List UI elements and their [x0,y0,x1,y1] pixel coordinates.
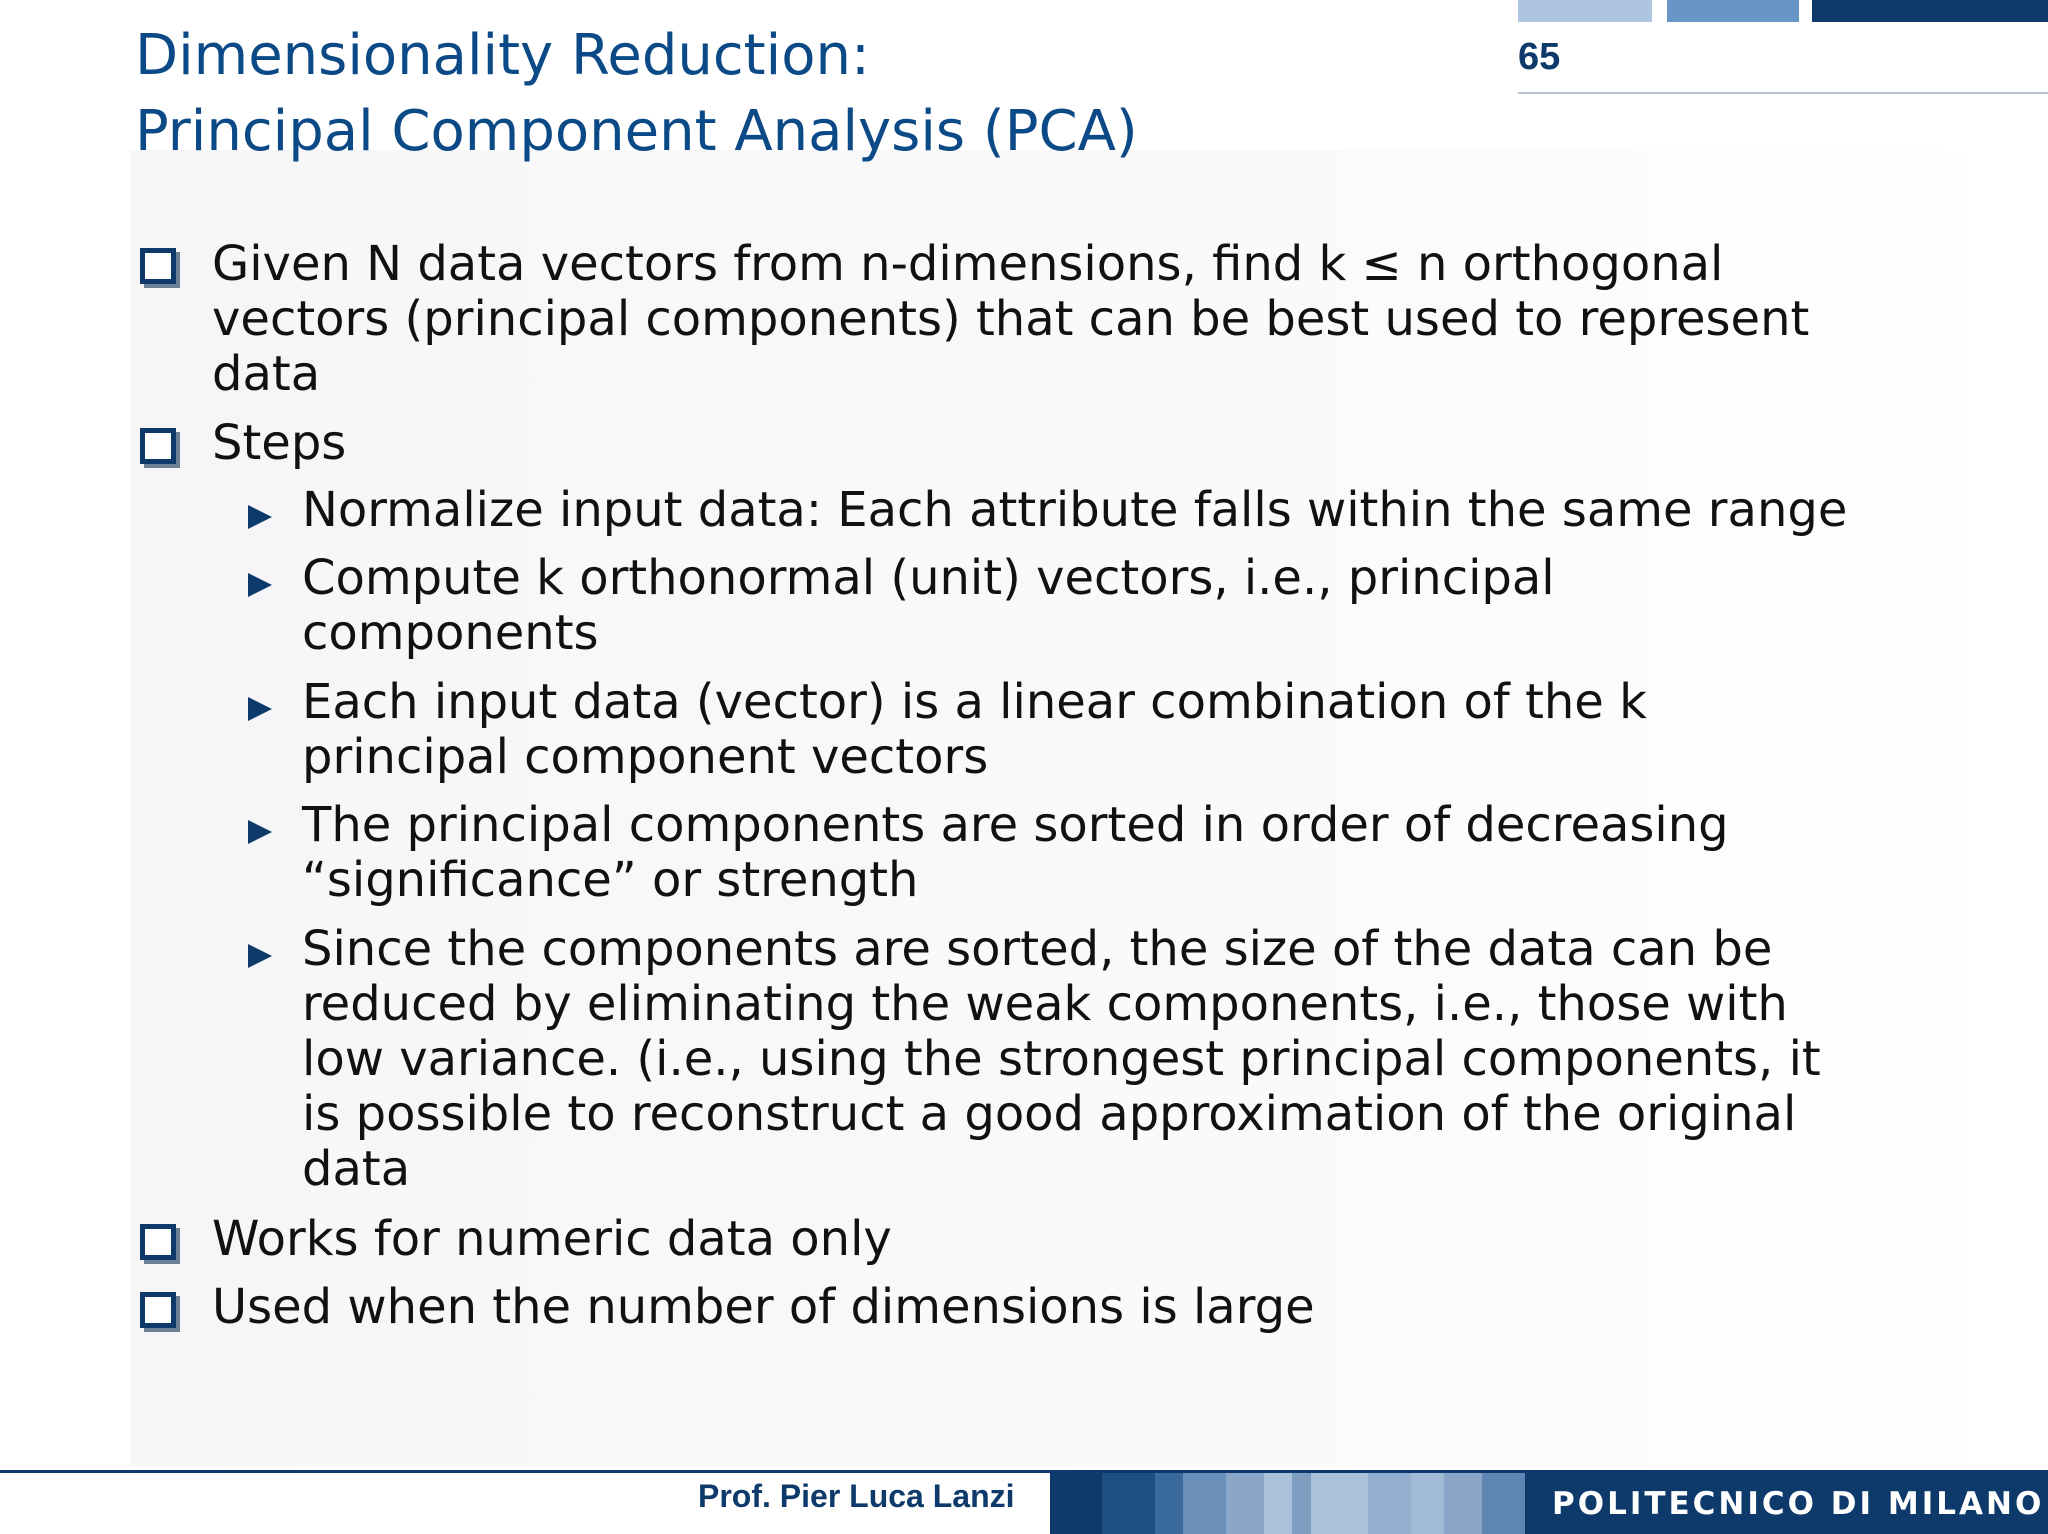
bullet-line: Normalize input data: Each attribute falls within the same range [302,482,1848,538]
checkbox-bullet-icon [140,1224,176,1260]
footer-stripe [1444,1473,1482,1534]
header-decor-block-mid [1667,0,1799,22]
bullet-line: Each input data (vector) is a linear combination of the k [302,674,1647,730]
bullet-line: Compute k orthonormal (unit) vectors, i.e., principal [302,550,1555,606]
bullet-line: Since the components are sorted, the size of the data can be [302,921,1773,977]
sub-bullet-item [302,922,2002,1197]
checkbox-bullet-icon [140,428,176,464]
bullet-line: is possible to reconstruct a good approximation of the original [302,1086,1797,1142]
checkbox-bullet-icon [140,1292,176,1328]
bullet-line: “significance” or strength [302,852,919,908]
arrow-bullet-icon [248,573,272,597]
bullet-line: Works for numeric data only [212,1211,892,1267]
bullet-line: reduced by eliminating the weak components, i.e., those with [302,976,1788,1032]
bullet-line: components [302,605,599,661]
footer-stripe [1102,1473,1154,1534]
bullet-item [212,416,1992,471]
slide-title-line-2: Principal Component Analysis (PCA) [135,99,1138,164]
bullet-item [212,1212,1992,1267]
bullet-line: low variance. (i.e., using the strongest principal components, it [302,1031,1821,1087]
slide-title-line-1: Dimensionality Reduction: [135,23,870,88]
sub-bullet-item [302,675,2002,785]
footer-stripe [1368,1473,1411,1534]
sub-bullet-item [302,551,2002,661]
footer-stripe [1050,1473,1102,1534]
bullet-line: vectors (principal components) that can be best used to represent [212,291,1810,347]
bullet-line: Given N data vectors from n-dimensions, find k ≤ n orthogonal [212,236,1724,292]
bullet-line: data [212,346,321,402]
header-decor-block-dark [1812,0,2048,22]
header-decor-block-light [1518,0,1652,22]
bullet-line: Used when the number of dimensions is large [212,1279,1315,1335]
bullet-line: data [302,1141,411,1197]
footer-author: Prof. Pier Luca Lanzi [698,1478,1015,1514]
footer-stripe [1155,1473,1184,1534]
bullet-line: The principal components are sorted in order of decreasing [302,797,1729,853]
footer-stripe [1411,1473,1444,1534]
arrow-bullet-icon [248,820,272,844]
footer-stripe [1183,1473,1226,1534]
bullet-line: Steps [212,415,347,471]
arrow-bullet-icon [248,505,272,529]
institution-logo-text: POLITECNICO DI MILANO [1552,1486,2045,1522]
slide-title [135,18,1138,170]
bullet-line: principal component vectors [302,729,989,785]
footer-stripe [1292,1473,1311,1534]
footer-stripe [1226,1473,1264,1534]
bullet-item [212,1280,1992,1335]
footer-stripe [1311,1473,1368,1534]
footer-stripe [1482,1473,1525,1534]
arrow-bullet-icon [248,944,272,968]
bullet-item [212,237,1992,402]
sub-bullet-item [302,483,2002,538]
sub-bullet-item [302,798,2002,908]
page-number-rule [1518,92,2048,94]
arrow-bullet-icon [248,697,272,721]
footer-stripe [1264,1473,1293,1534]
page-number: 65 [1518,36,1561,78]
checkbox-bullet-icon [140,248,176,284]
